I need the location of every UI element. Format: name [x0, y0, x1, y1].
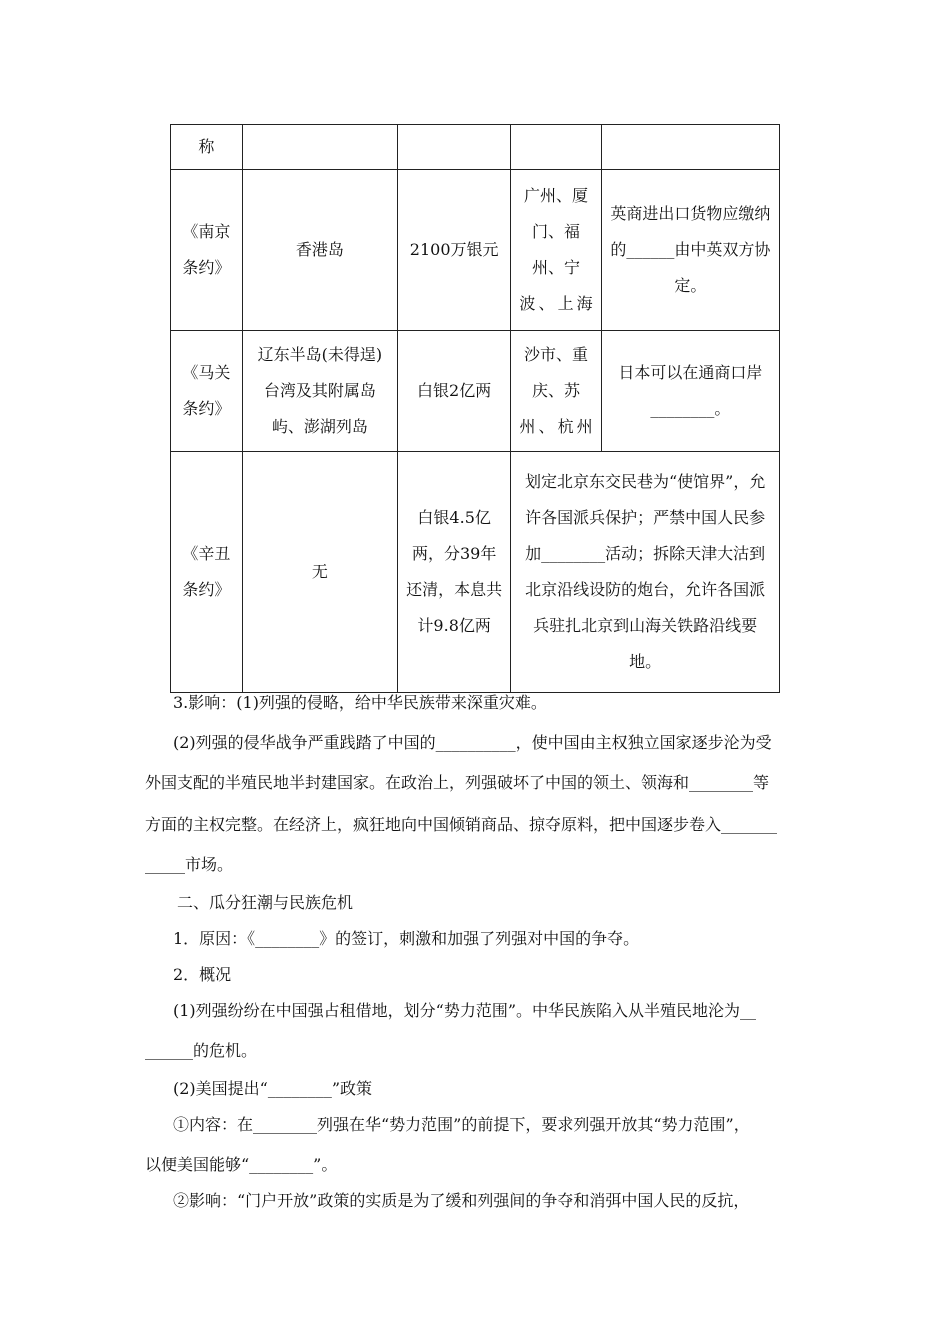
text-line: 方面的主权完整。在经济上，疯狂地向中国倾销商品、掠夺原料，把中国逐步卷入_______: [145, 815, 778, 834]
other-terms-cell: 英商进出口货物应缴纳的______由中英双方协定。: [601, 170, 779, 331]
indemnity-cell: 2100万银元: [397, 170, 510, 331]
territory-cell: 香港岛: [242, 170, 397, 331]
header-cell: [601, 125, 779, 170]
treaty-name: 《南京条约》: [171, 170, 243, 331]
text-line: ______的危机。: [145, 1041, 258, 1060]
table-row: [171, 125, 780, 170]
header-cell: 称: [171, 125, 243, 170]
text-line: ②影响：“门户开放”政策的实质是为了缓和列强间的争夺和消弭中国人民的反抗，: [173, 1191, 750, 1210]
text-line: 以便美国能够“________”。: [145, 1155, 338, 1174]
treaty-table: [170, 124, 780, 693]
territory-cell: 辽东半岛(未得逞)台湾及其附属岛屿、澎湖列岛: [242, 331, 397, 452]
table-row: [171, 452, 780, 693]
text-line: 2．概况: [173, 965, 232, 984]
other-terms-cell: 划定北京东交民巷为“使馆界”，允许各国派兵保护；严禁中国人民参加________活动；拆除天津大沽到北京沿线设防的炮台，允许各国派兵驻扎北京到山海关铁路沿线要地。: [511, 452, 780, 693]
ports-cell: 广州、厦门、福州、宁波、上海: [511, 170, 601, 331]
text-line: 1．原因：《________》的签订，刺激和加强了列强对中国的争夺。: [173, 929, 640, 948]
text-line: 外国支配的半殖民地半封建国家。在政治上，列强破坏了中国的领土、领海和________等: [145, 773, 770, 792]
indemnity-cell: 白银2亿两: [397, 331, 510, 452]
text-line: 3.影响：(1)列强的侵略，给中华民族带来深重灾难。: [173, 693, 547, 712]
treaty-name: 《辛丑条约》: [171, 452, 243, 693]
other-terms-cell: 日本可以在通商口岸________。: [601, 331, 779, 452]
text-line: _____市场。: [145, 855, 234, 874]
text-line: (2)美国提出“________”政策: [173, 1079, 373, 1098]
table-row: [171, 170, 780, 331]
header-cell: [397, 125, 510, 170]
indemnity-cell: 白银4.5亿两，分39年还清，本息共计9.8亿两: [397, 452, 510, 693]
table-row: [171, 331, 780, 452]
header-cell: [511, 125, 601, 170]
text-line: (1)列强纷纷在中国强占租借地，划分“势力范围”。中华民族陷入从半殖民地沦为__: [173, 1001, 757, 1020]
ports-cell: 沙市、重庆、苏州、杭州: [511, 331, 601, 452]
text-line: (2)列强的侵华战争严重践踏了中国的__________，使中国由主权独立国家逐步沦为受: [173, 733, 772, 752]
text-line: ①内容：在________列强在华“势力范围”的前提下，要求列强开放其“势力范围”，: [173, 1115, 750, 1134]
territory-cell: 无: [242, 452, 397, 693]
header-cell: [242, 125, 397, 170]
treaty-name: 《马关条约》: [171, 331, 243, 452]
section-heading: 二、瓜分狂潮与民族危机: [177, 893, 354, 912]
